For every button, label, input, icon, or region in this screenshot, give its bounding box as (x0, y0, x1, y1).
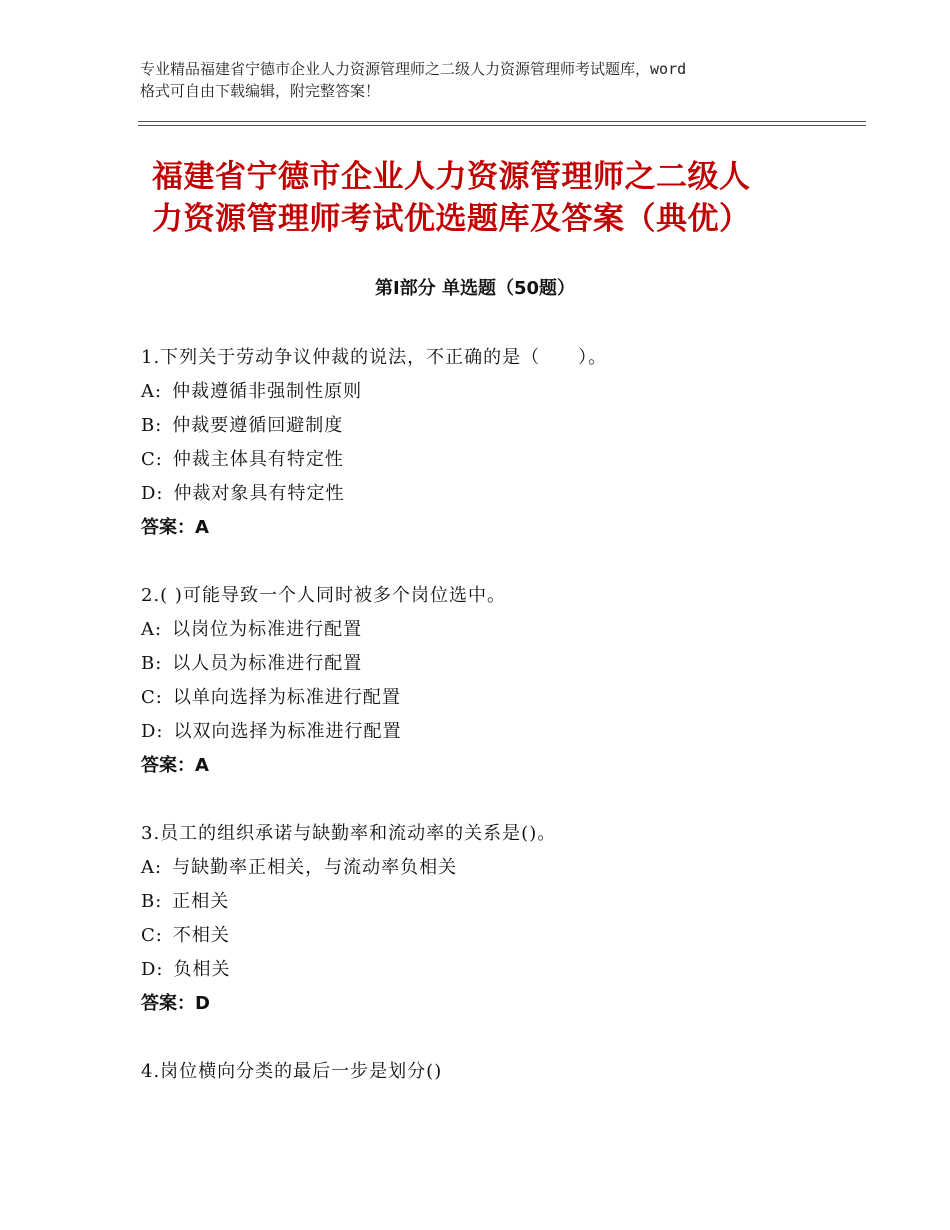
document-title-line: 福建省宁德市企业人力资源管理师之二级人 (152, 159, 751, 195)
header-note-line: 专业精品福建省宁德市企业人力资源管理师之二级人力资源管理师考试题库，word (140, 60, 687, 78)
question-stem: 1.下列关于劳动争议仲裁的说法，不正确的是（ ）。 (141, 347, 608, 368)
question-3 (141, 817, 841, 1021)
option-key: D: (141, 483, 164, 504)
option-key: C: (141, 687, 163, 708)
header-note-line: 格式可自由下载编辑，附完整答案！ (140, 82, 381, 100)
document-title (152, 156, 852, 240)
option-text: 仲裁要遵循回避制度 (172, 415, 344, 436)
option-key: D: (141, 721, 164, 742)
option-a (141, 613, 841, 647)
option-text: 负相关 (173, 959, 231, 980)
option-key: C: (141, 925, 163, 946)
question-stem: 2.( )可能导致一个人同时被多个岗位选中。 (141, 585, 506, 606)
option-key: A: (141, 857, 163, 878)
option-text: 仲裁主体具有特定性 (172, 449, 344, 470)
question-1 (141, 341, 841, 545)
option-a (141, 851, 841, 885)
question-4 (141, 1055, 841, 1089)
option-key: B: (141, 891, 163, 912)
option-key: C: (141, 449, 163, 470)
document-title-line: 力资源管理师考试优选题库及答案（典优） (152, 201, 751, 237)
option-key: A: (141, 619, 163, 640)
option-key: B: (141, 653, 163, 674)
option-text: 仲裁遵循非强制性原则 (172, 381, 363, 402)
option-a (141, 375, 841, 409)
question-list (141, 341, 841, 1123)
option-key: A: (141, 381, 163, 402)
answer-line: 答案：A (141, 755, 209, 776)
header-divider (138, 125, 866, 126)
option-key: D: (141, 959, 164, 980)
option-d (141, 477, 841, 511)
section-title: 第Ⅰ部分 单选题（50题） (374, 278, 575, 299)
header-divider (138, 121, 866, 122)
question-stem: 3.员工的组织承诺与缺勤率和流动率的关系是()。 (141, 823, 557, 844)
option-text: 以双向选择为标准进行配置 (173, 721, 402, 742)
question-stem: 4.岗位横向分类的最后一步是划分() (141, 1061, 443, 1082)
header-note (140, 58, 840, 102)
question-2 (141, 579, 841, 783)
option-text: 与缺勤率正相关，与流动率负相关 (172, 857, 458, 878)
option-text: 以单向选择为标准进行配置 (172, 687, 401, 708)
option-d (141, 953, 841, 987)
option-text: 以岗位为标准进行配置 (172, 619, 363, 640)
option-d (141, 715, 841, 749)
option-text: 以人员为标准进行配置 (172, 653, 363, 674)
answer-line: 答案：A (141, 517, 209, 538)
option-text: 正相关 (172, 891, 230, 912)
option-key: B: (141, 415, 163, 436)
option-b (141, 409, 841, 443)
answer-line: 答案：D (141, 993, 210, 1014)
option-text: 不相关 (172, 925, 230, 946)
option-b (141, 647, 841, 681)
option-c (141, 443, 841, 477)
option-text: 仲裁对象具有特定性 (173, 483, 345, 504)
option-c (141, 681, 841, 715)
option-b (141, 885, 841, 919)
option-c (141, 919, 841, 953)
